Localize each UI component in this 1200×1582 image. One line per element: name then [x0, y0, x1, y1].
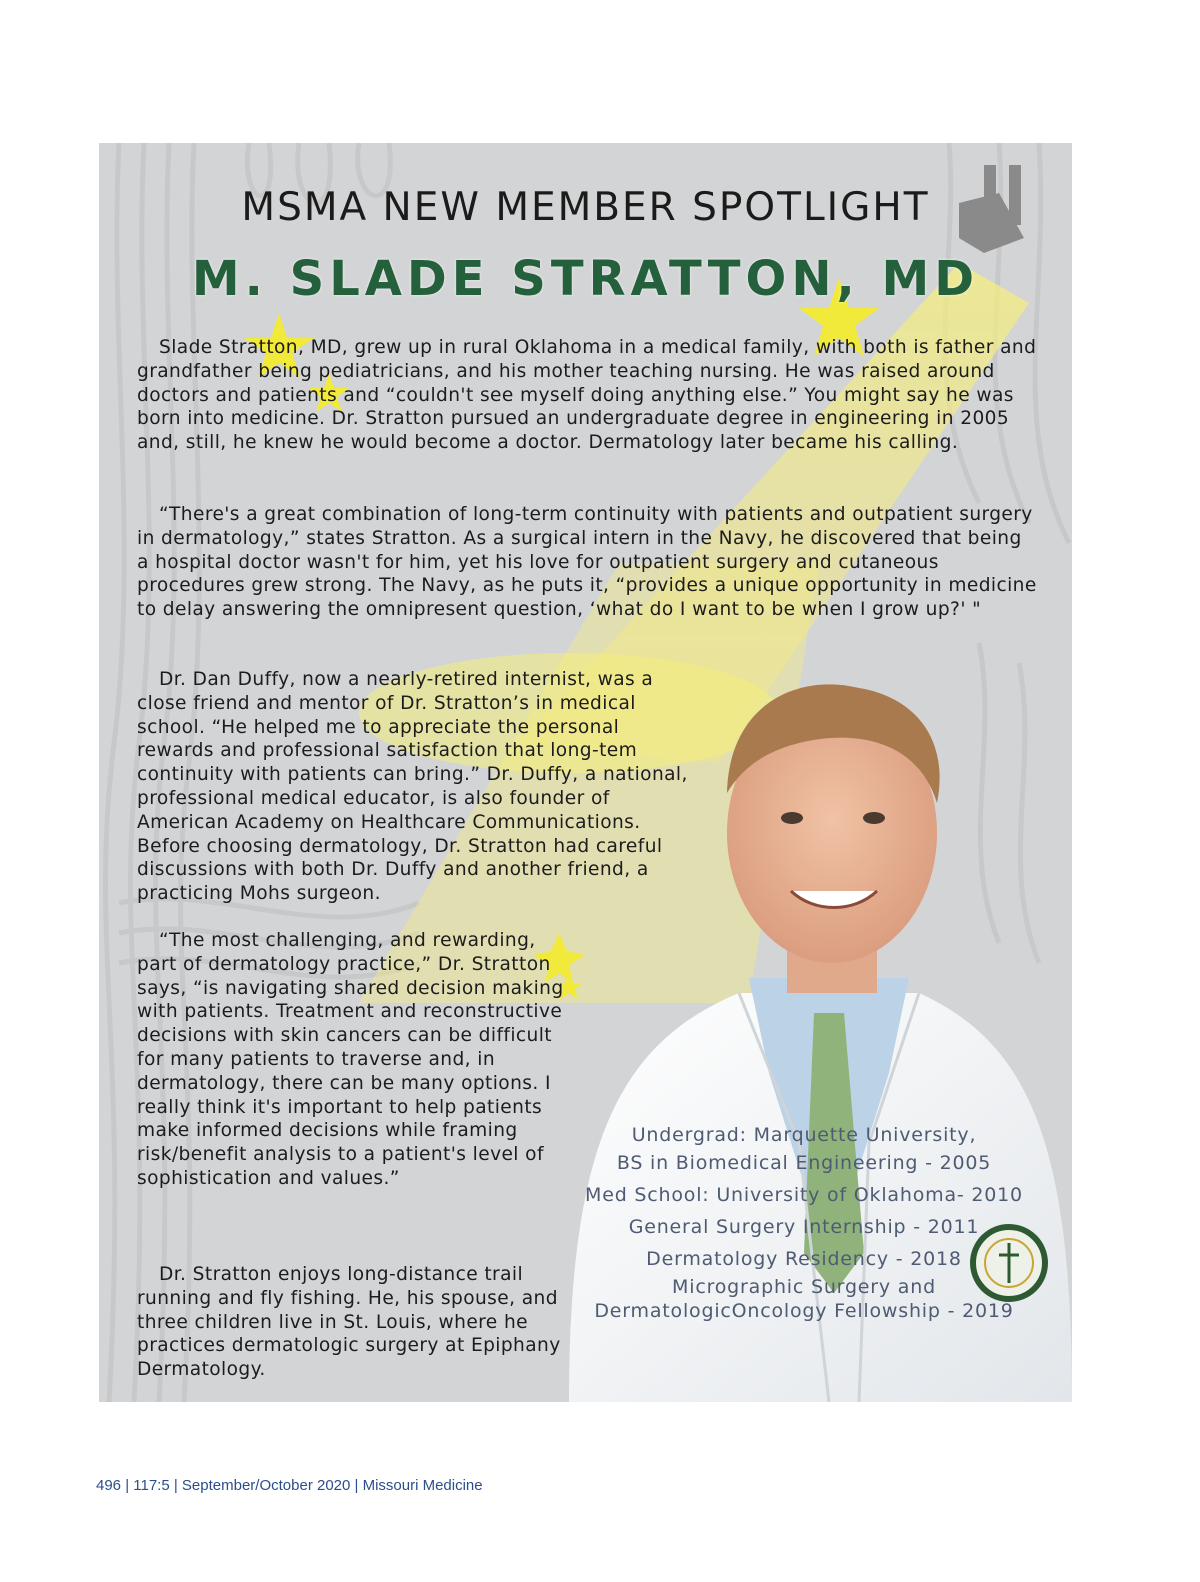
body-paragraph-2: “There's a great combination of long-term continuity with patients and outpatient surgery in dermatology,” states Stratton. As a surgical intern in the Navy, he discovered that being a hospital doctor wasn't for him, yet his love for outpatient surgery and cutaneous procedures grew strong. The Navy, as he puts it, “provides a unique opportunity in medicine to delay answering the omnipresent question, ‘what do I want to be when I grow up?' " — [137, 504, 1037, 621]
education-line: Dermatology Residency - 2018 — [646, 1248, 962, 1270]
body-paragraph-4: “The most challenging, and rewarding, part of dermatology practice,” Dr. Stratton says, “is navigating shared decision making with patients. Treatment and reconstructive decisions with skin cancers can be difficult for many patients to traverse and, in dermatology, there can be many options. I really think it's important to help patients make informed decisions while framing risk/benefit analysis to a patient's level of sophistication and values.” — [137, 930, 564, 1189]
education-list — [569, 1123, 1039, 1323]
education-line: Micrographic Surgery and — [672, 1276, 936, 1298]
spotlight-panel — [99, 143, 1072, 1402]
section-kicker: MSMA NEW MEMBER SPOTLIGHT — [241, 185, 930, 230]
member-name-heading: M. SLADE STRATTON, MD — [191, 251, 980, 307]
education-line: DermatologicOncology Fellowship - 2019 — [594, 1300, 1014, 1322]
education-line: Undergrad: Marquette University, — [631, 1124, 977, 1146]
body-paragraph-3: Dr. Dan Duffy, now a nearly-retired internist, was a close friend and mentor of Dr. Stratton’s in medical school. “He helped me to appreciate the personal rewards and professional satisfaction that long-tem continuity with patients can bring.” Dr. Duffy, a national, professional medical educator, is also founder of American Academy on Healthcare Communications. Before choosing dermatology, Dr. Stratton had careful discussions with both Dr. Duffy and another friend, a practicing Mohs surgeon. — [137, 669, 688, 905]
education-line: BS in Biomedical Engineering - 2005 — [616, 1152, 992, 1174]
page-footer-citation: 496 | 117:5 | September/October 2020 | Missouri Medicine — [96, 1477, 483, 1494]
education-line: General Surgery Internship - 2011 — [628, 1216, 980, 1238]
body-paragraph-5: Dr. Stratton enjoys long-distance trail running and fly fishing. He, his spouse, and three children live in St. Louis, where he practices dermatologic surgery at Epiphany Dermatology. — [137, 1264, 561, 1381]
education-line: Med School: University of Oklahoma- 2010 — [585, 1184, 1023, 1206]
body-paragraph-1: Slade Stratton, MD, grew up in rural Oklahoma in a medical family, with both is father and grandfather being pediatricians, and his mother teaching nursing. He was raised around doctors and patients and “couldn't see myself doing anything else.” You might say he was born into medicine. Dr. Stratton pursued an undergraduate degree in engineering in 2005 and, still, he knew he would become a doctor. Dermatology later became his calling. — [137, 337, 1037, 454]
